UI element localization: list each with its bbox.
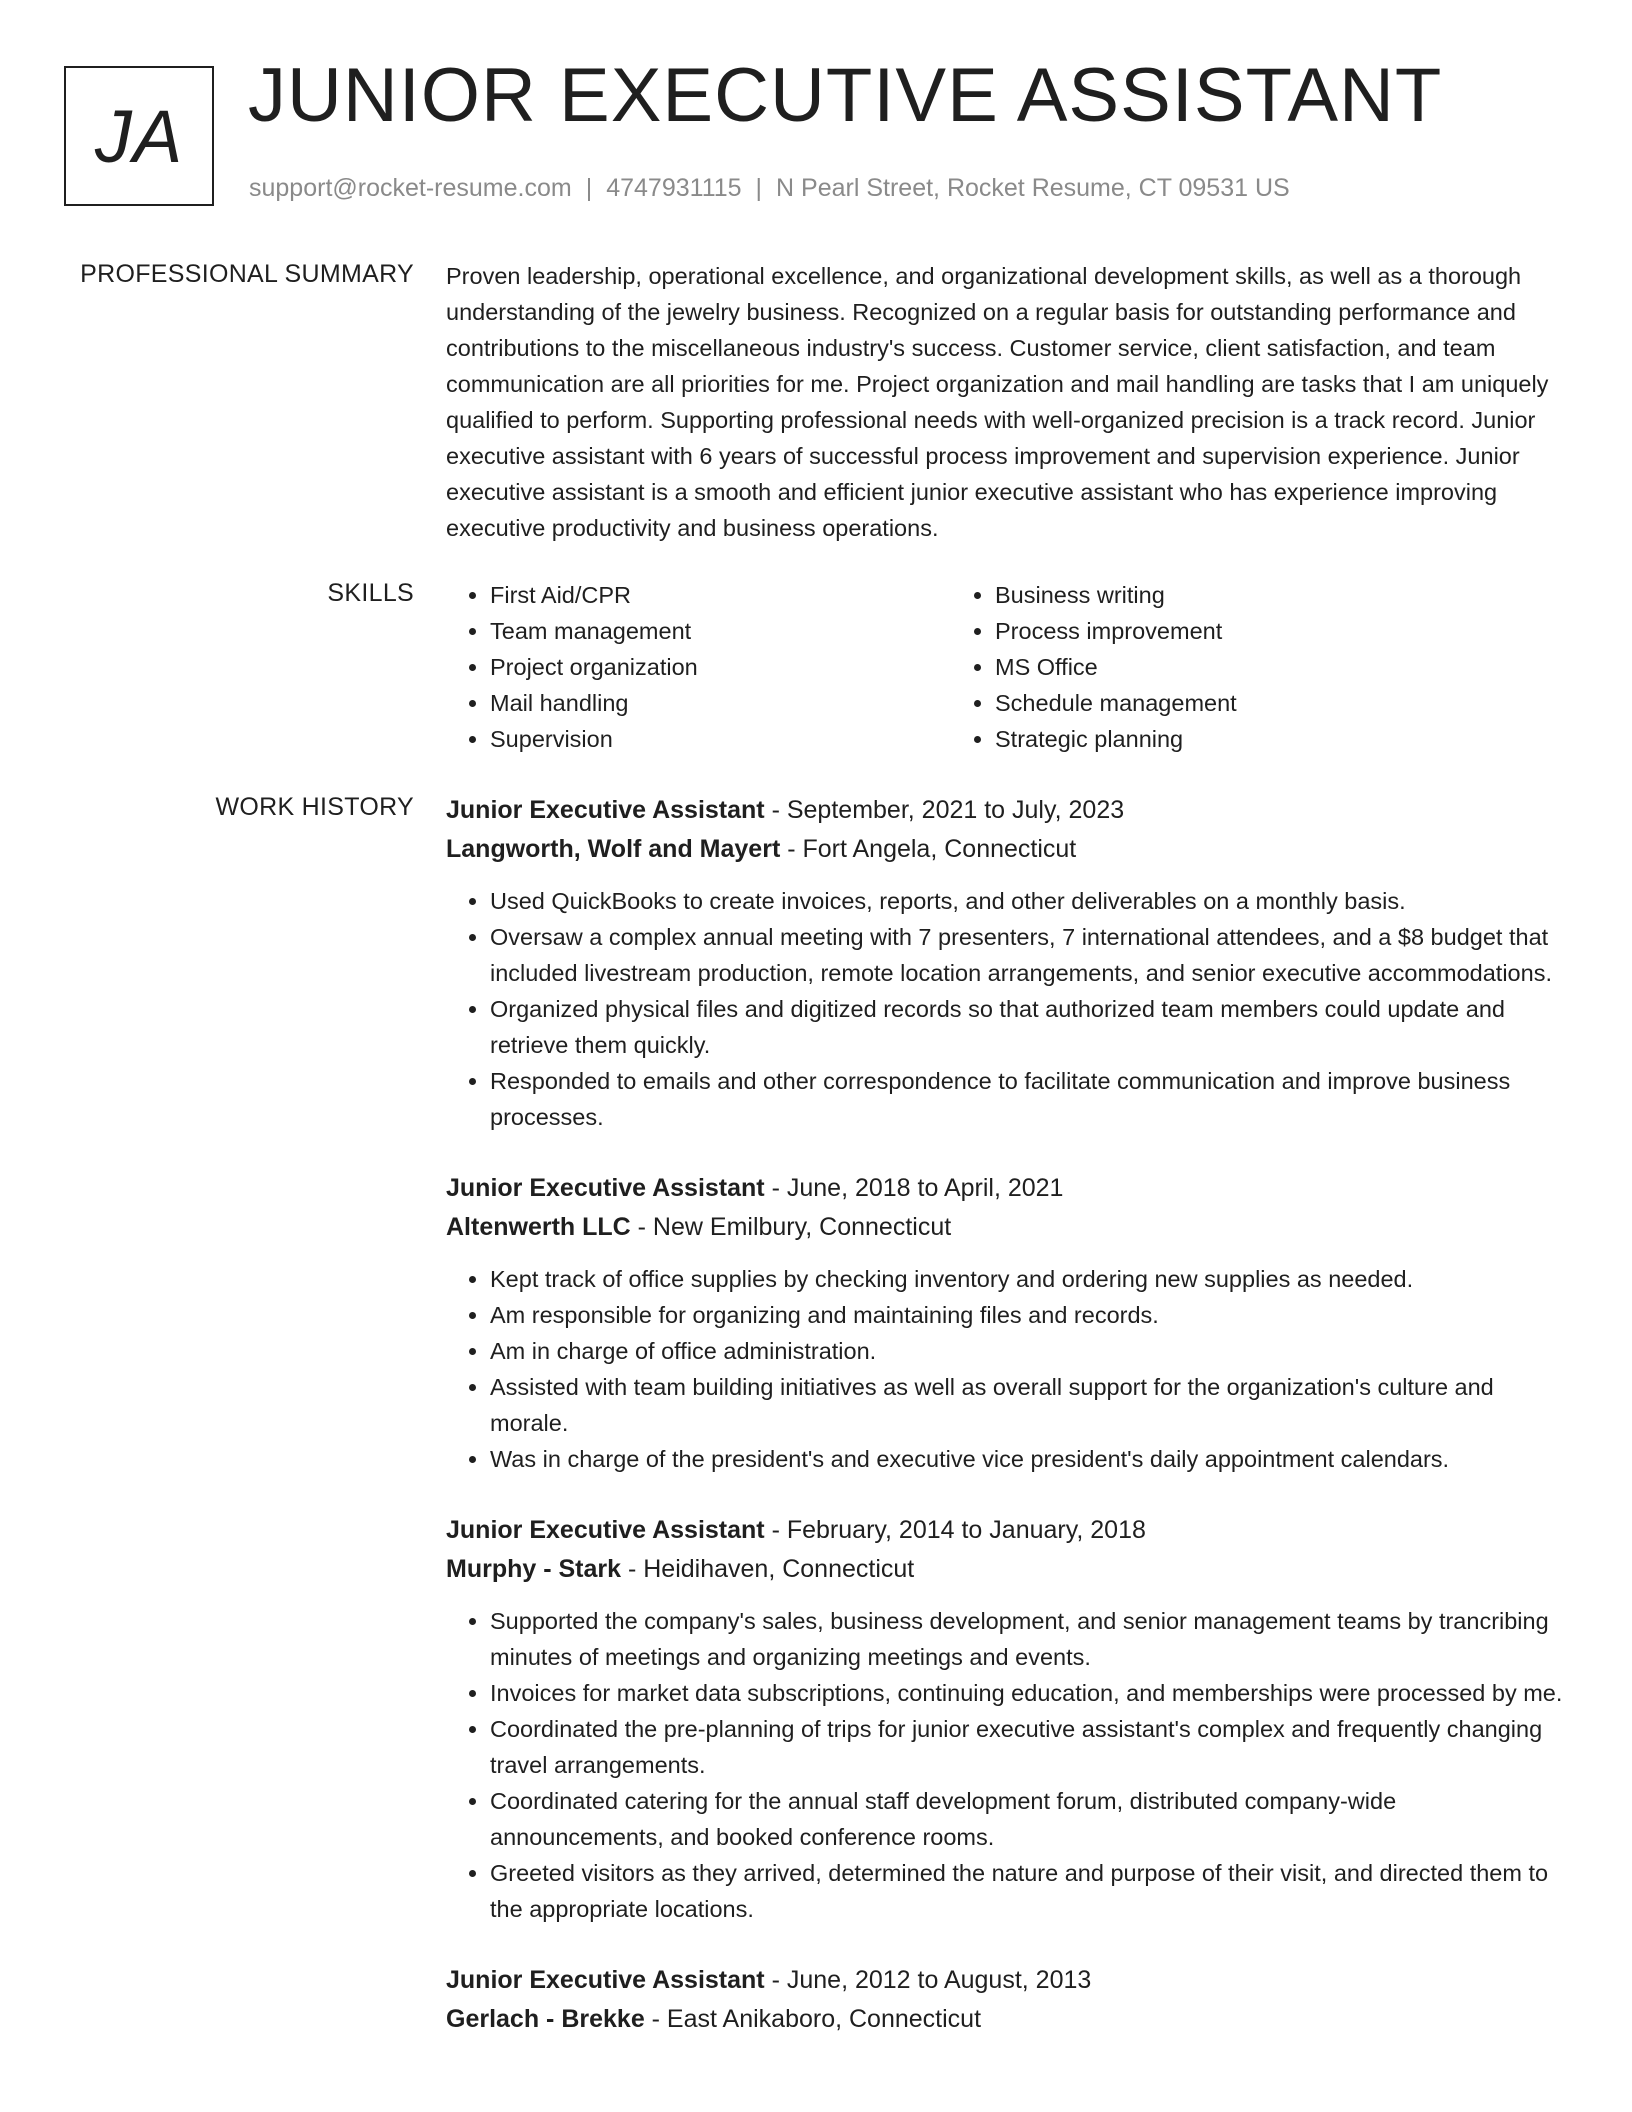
job-location: - East Anikaboro, Connecticut — [644, 2005, 982, 2033]
job-bullet: • Am in charge of office administration. — [490, 1333, 1566, 1369]
job-dates: - June, 2018 to April, 2021 — [764, 1174, 1064, 1202]
contact-address: N Pearl Street, Rocket Resume, CT 09531 US — [776, 174, 1290, 202]
job-dates: - June, 2012 to August, 2013 — [764, 1966, 1092, 1994]
skill-item: • Project organization — [490, 649, 951, 685]
skill-item: • Strategic planning — [995, 721, 1456, 757]
skill-item: • MS Office — [995, 649, 1456, 685]
job-title-line — [446, 1961, 1566, 2000]
skills-columns — [446, 577, 1566, 757]
job-bullet: • Greeted visitors as they arrived, determined the nature and purpose of their visit, and directed them to the appropriate locations. — [490, 1855, 1566, 1927]
job-bullet: • Organized physical files and digitized records so that authorized team members could update and retrieve them quickly. — [490, 991, 1566, 1063]
skill-item: • Process improvement — [995, 613, 1456, 649]
contact-separator: | — [585, 174, 593, 202]
monogram-initials: JA — [94, 94, 184, 178]
work-history-body — [446, 791, 1566, 2073]
job-bullet: • Invoices for market data subscriptions, continuing education, and memberships were processed by me. — [490, 1675, 1566, 1711]
summary-body — [446, 258, 1566, 546]
job-entry — [446, 1511, 1566, 1927]
job-bullet: • Used QuickBooks to create invoices, reports, and other deliverables on a monthly basis. — [490, 883, 1566, 919]
job-dates: - September, 2021 to July, 2023 — [764, 796, 1125, 824]
monogram-badge — [64, 66, 214, 206]
skill-item: • Business writing — [995, 577, 1456, 613]
skills-list-left — [446, 577, 951, 757]
job-location: - Fort Angela, Connecticut — [780, 835, 1077, 863]
job-title-line — [446, 1511, 1566, 1550]
job-title-line — [446, 791, 1566, 830]
skill-item: • Team management — [490, 613, 951, 649]
job-entry — [446, 1169, 1566, 1477]
job-title: Junior Executive Assistant — [446, 1966, 765, 1994]
summary-text: Proven leadership, operational excellence, and organizational development skills, as well as a thorough understanding of the jewelry business. Recognized on a regular basis for outstanding performance and contributions to the miscellaneous industry's success. Customer service, client satisfaction, and team communication are all priorities for me. Project organization and mail handling are tasks that I am uniquely qualified to perform. Supporting professional needs with well-organized precision is a track record. Junior executive assistant with 6 years of successful process improvement and supervision experience. Junior executive assistant is a smooth and efficient junior executive assistant who has experience improving executive productivity and business operations. — [446, 263, 1549, 541]
job-company: Langworth, Wolf and Mayert — [446, 835, 781, 863]
job-location: - Heidihaven, Connecticut — [621, 1555, 915, 1583]
job-company-line — [446, 830, 1566, 869]
job-bullet: • Oversaw a complex annual meeting with 7 presenters, 7 international attendees, and a $8 budget that included livestream production, remote location arrangements, and senior executive accommodations. — [490, 919, 1566, 991]
job-bullet: • Coordinated the pre-planning of trips for junior executive assistant's complex and frequently changing travel arrangements. — [490, 1711, 1566, 1783]
section-heading-summary: PROFESSIONAL SUMMARY — [80, 260, 414, 288]
section-heading-work-history: WORK HISTORY — [215, 793, 414, 821]
job-bullet: • Responded to emails and other correspondence to facilitate communication and improve business processes. — [490, 1063, 1566, 1135]
job-bullet: • Am responsible for organizing and maintaining files and records. — [490, 1297, 1566, 1333]
skills-body — [446, 577, 1566, 757]
contact-line — [249, 174, 1290, 203]
skill-item: • Supervision — [490, 721, 951, 757]
job-company-line — [446, 1208, 1566, 1247]
job-title-line — [446, 1169, 1566, 1208]
job-company-line — [446, 2000, 1566, 2039]
job-company: Altenwerth LLC — [446, 1213, 631, 1241]
skill-item: • Mail handling — [490, 685, 951, 721]
contact-email: support@rocket-resume.com — [249, 174, 572, 202]
job-company-line — [446, 1550, 1566, 1589]
job-bullet: • Was in charge of the president's and executive vice president's daily appointment calendars. — [490, 1441, 1566, 1477]
job-bullet: • Assisted with team building initiatives as well as overall support for the organization's culture and morale. — [490, 1369, 1566, 1441]
contact-phone: 4747931115 — [606, 174, 742, 202]
resume-title: JUNIOR EXECUTIVE ASSISTANT — [248, 53, 1443, 138]
job-entry — [446, 1961, 1566, 2039]
job-bullets — [446, 883, 1566, 1135]
skill-item: • First Aid/CPR — [490, 577, 951, 613]
section-heading-skills: SKILLS — [327, 579, 414, 607]
job-dates: - February, 2014 to January, 2018 — [764, 1516, 1146, 1544]
job-location: - New Emilbury, Connecticut — [630, 1213, 952, 1241]
job-bullets — [446, 1603, 1566, 1927]
job-bullet: • Kept track of office supplies by checking inventory and ordering new supplies as needed. — [490, 1261, 1566, 1297]
job-bullet: • Coordinated catering for the annual staff development forum, distributed company-wide announcements, and booked conference rooms. — [490, 1783, 1566, 1855]
contact-separator: | — [755, 174, 763, 202]
skill-item: • Schedule management — [995, 685, 1456, 721]
skills-list-right — [951, 577, 1456, 757]
job-company: Gerlach - Brekke — [446, 2005, 645, 2033]
job-bullet: • Supported the company's sales, business development, and senior management teams by trancribing minutes of meetings and organizing meetings and events. — [490, 1603, 1566, 1675]
job-bullets — [446, 1261, 1566, 1477]
job-company: Murphy - Stark — [446, 1555, 622, 1583]
job-title: Junior Executive Assistant — [446, 796, 765, 824]
job-entry — [446, 791, 1566, 1135]
job-title: Junior Executive Assistant — [446, 1174, 765, 1202]
job-title: Junior Executive Assistant — [446, 1516, 765, 1544]
